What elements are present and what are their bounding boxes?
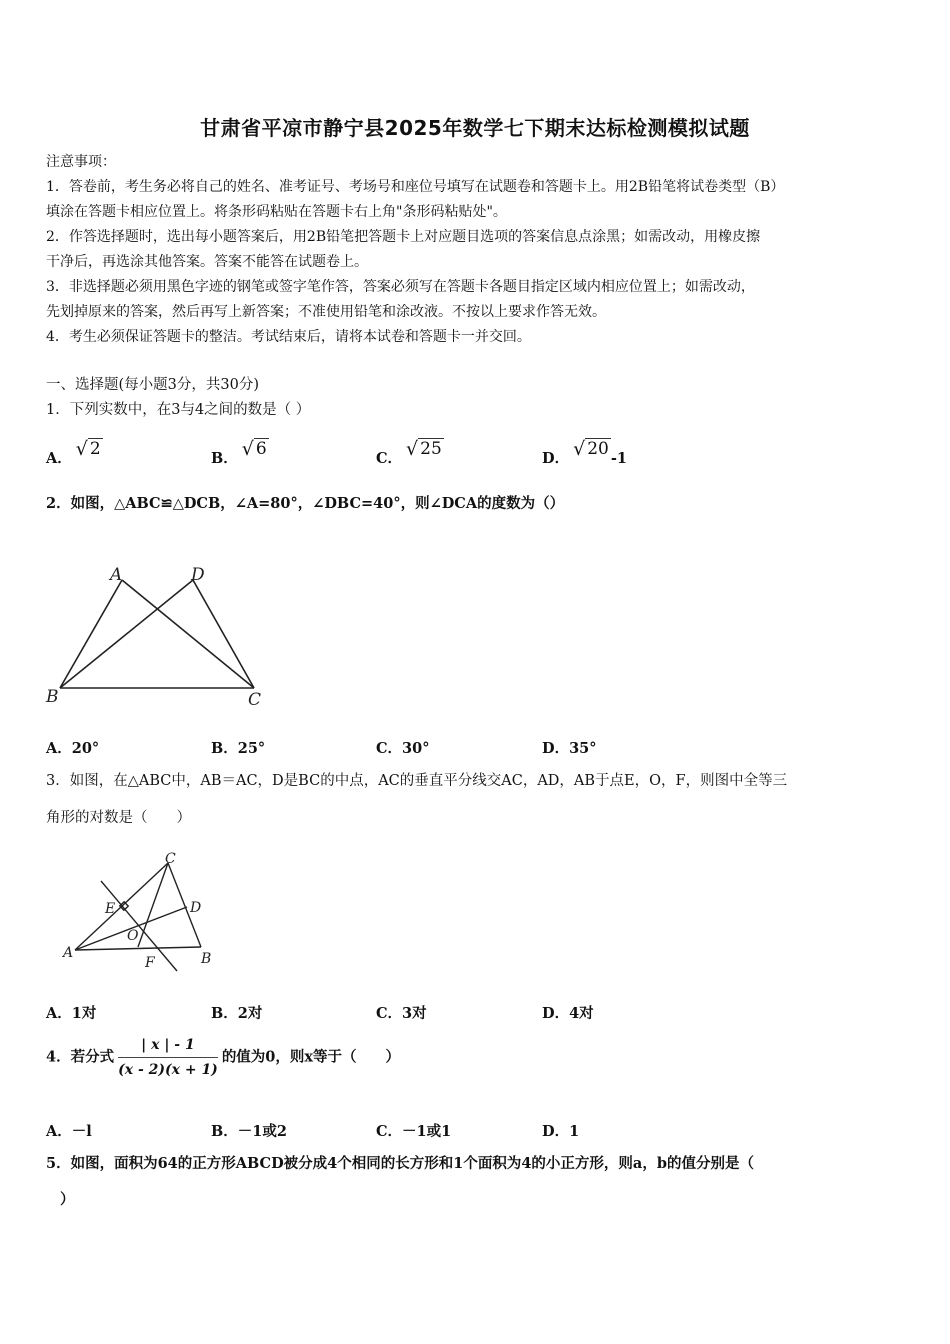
segment-cf [138,863,168,947]
sqrt-expression: √ 20 [573,438,609,460]
notice-section [46,150,906,350]
notice-line: 3．非选择题必须用黑色字迹的钢笔或签字笔作答，答案必须写在答题卡各题目指定区域内相应位置上；如需改动， [46,279,755,295]
question-3-options [46,1002,906,1032]
option-b: B．25° [211,740,266,757]
sqrt-expression: √ 25 [406,438,442,460]
question-1-options [46,438,906,476]
question-2-options [46,737,906,767]
question-5-stem-line1: 5．如图，面积为64的正方形ABCD被分成4个相同的长方形和1个面积为4的小正方形，则a，b的值分别是（ [46,1155,754,1172]
question-4-stem [46,1035,906,1080]
question-1-stem: 1．下列实数中，在3与4之间的数是（ ） [46,402,311,418]
option-d: D．1 [542,1123,580,1140]
vertex-label-b: B [46,687,59,707]
notice-line: 4．考生必须保证答题卡的整洁。考试结束后，请将本试卷和答题卡一并交回。 [46,329,531,345]
point-label-o: O [127,928,139,944]
sqrt-expression: √ 2 [75,438,101,460]
question-4-stem-pre: 4．若分式 [46,1048,115,1066]
option-b: B．－1或2 [211,1123,287,1140]
option-c: C．－1或1 [376,1123,452,1140]
notice-line: 2．作答选择题时，选出每小题答案后，用2B铅笔把答题卡上对应题目选项的答案信息点涂黑；如需改动，用橡皮擦 [46,229,761,245]
notice-heading: 注意事项： [46,154,116,170]
segment-bd [60,580,193,688]
option-a: A．20° [46,740,100,757]
vertex-label-c: C [248,690,262,710]
fraction-denominator: (x - 2)(x + 1) [118,1062,218,1078]
triangle-figure-q2 [40,560,280,710]
vertex-label-a: A [110,565,123,585]
page-title: 甘肃省平凉市静宁县2025年数学七下期末达标检测模拟试题 [200,116,750,140]
question-3-stem-line1: 3．如图，在△ABC中，AB＝AC，D是BC的中点，AC的垂直平分线交AC，AD，AB于点E，O，F，则图中全等三 [46,773,788,789]
segment-ac [75,863,168,950]
notice-line: 填涂在答题卡相应位置上。将条形码粘贴在答题卡右上角"条形码粘贴处"。 [46,204,507,220]
sqrt-expression: √ 6 [241,438,267,460]
question-4-stem-post: 的值为0，则x等于（ ） [221,1048,401,1066]
vertex-label-d: D [191,565,205,585]
vertex-label-a: A [63,945,74,961]
question-5-stem-line2: ） [60,1191,75,1208]
segment-ac [122,580,254,688]
option-a: A．1对 [46,1005,97,1022]
perpendicular-bisector [101,881,177,971]
option-c: C． √ 25 [376,438,442,467]
question-2-stem: 2．如图，△ABC≌△DCB，∠A=80°，∠DBC=40°，则∠DCA的度数为（） [46,495,565,512]
point-label-d: D [190,900,202,916]
notice-line: 干净后，再选涂其他答案。答案不能答在试题卷上。 [46,254,368,270]
segment-ab [60,580,122,688]
vertex-label-c: C [165,851,176,867]
fraction-expression [118,1035,218,1080]
option-b: B． √ 6 [211,438,267,467]
option-c: C．30° [376,740,430,757]
section-heading: 一、选择题(每小题3分，共30分) [46,377,259,393]
option-a: A． √ 2 [46,438,101,467]
point-label-f: F [145,955,155,971]
option-d: D．4对 [542,1005,594,1022]
triangle-figure-q3 [55,845,225,975]
point-label-e: E [105,901,116,917]
option-d: D． √ 20 -1 [542,438,627,467]
option-d: D．35° [542,740,597,757]
option-b: B．2对 [211,1005,263,1022]
question-3-stem-line2: 角形的对数是（ ） [46,810,191,826]
notice-line: 先划掉原来的答案，然后再写上新答案；不准使用铅笔和涂改液。不按以上要求作答无效。 [46,304,606,320]
notice-line: 1．答卷前，考生务必将自己的姓名、准考证号、考场号和座位号填写在试题卷和答题卡上。用2B铅笔将试卷类型（B） [46,179,785,195]
fraction-numerator: | x | - 1 [118,1035,218,1058]
vertex-label-b: B [201,951,212,967]
question-4-options [46,1120,906,1150]
option-a: A．－l [46,1123,92,1140]
option-c: C．3对 [376,1005,427,1022]
segment-ab [75,947,201,950]
segment-dc [193,580,254,688]
